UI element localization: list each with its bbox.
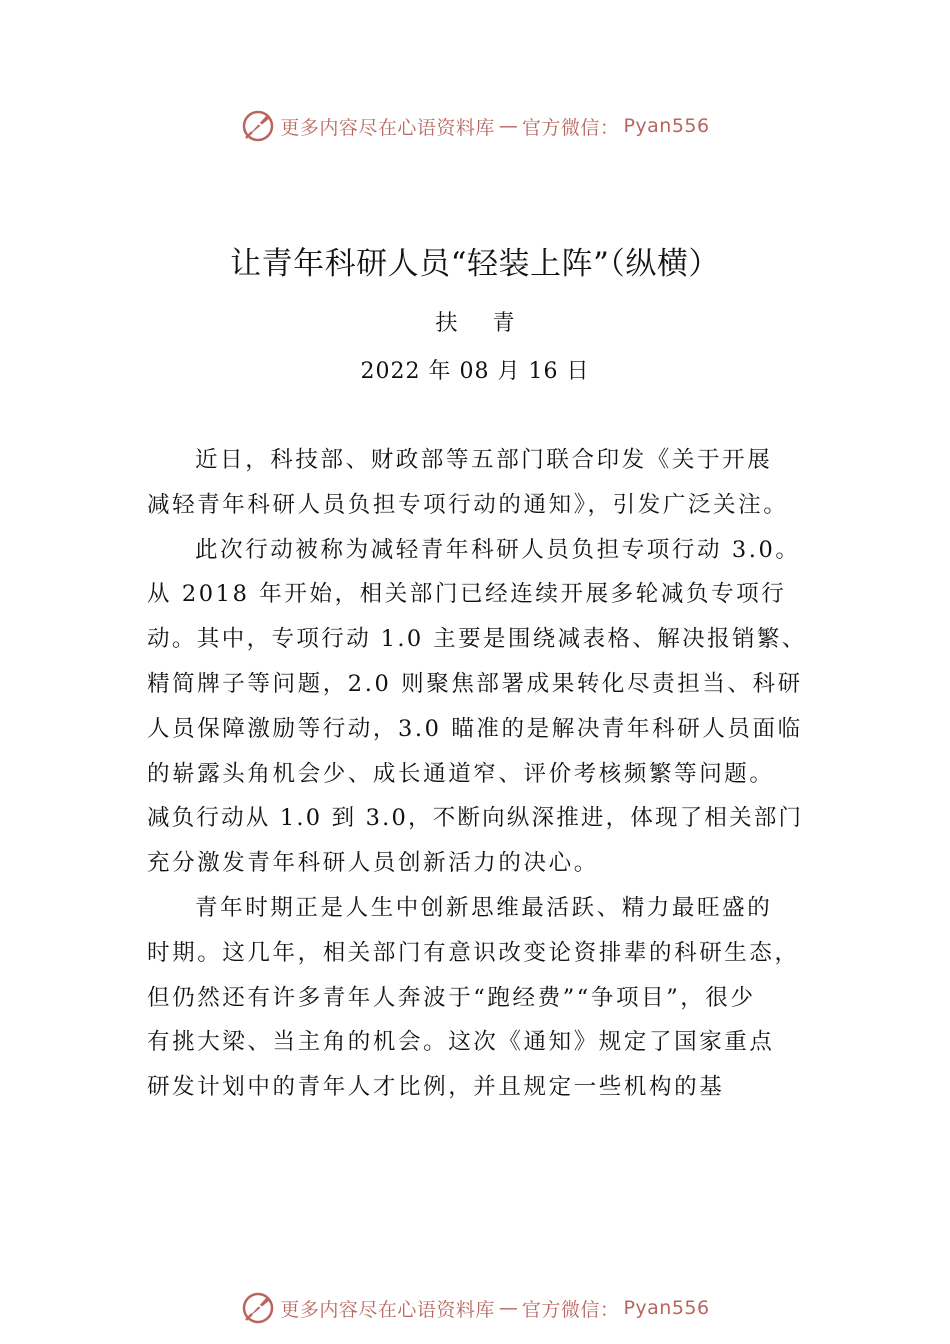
banner-content	[240, 108, 709, 144]
banner-site-text: 更多内容尽在心语资料库	[280, 116, 495, 139]
body-line: 时期。这几年，相关部门有意识改变论资排辈的科研生态，	[147, 939, 800, 966]
body-line: 研发计划中的青年人才比例，并且规定一些机构的基	[147, 1074, 725, 1101]
banner-site-text: 更多内容尽在心语资料库	[280, 1298, 495, 1321]
body-line: 减负行动从 1.0 到 3.0，不断向纵深推进，体现了相关部门	[147, 805, 804, 832]
banner-wechat-label: 官方微信：	[521, 116, 620, 139]
body-line: 近日，科技部、财政部等五部门联合印发《关于开展	[195, 447, 773, 473]
body-line: 有挑大梁、当主角的机会。这次《通知》规定了国家重点	[147, 1029, 775, 1056]
quill-pen-logo-icon	[240, 1290, 276, 1326]
banner-wechat-label: 官方微信：	[521, 1298, 620, 1321]
body-line: 动。其中，专项行动 1.0 主要是围绕减表格、解决报销繁、	[147, 626, 807, 653]
body-line: 减轻青年科研人员负担专项行动的通知》，引发广泛关注。	[147, 491, 789, 518]
article-date: 2022 年 08 月 16 日	[360, 359, 590, 384]
banner-dash: —	[498, 1297, 518, 1319]
banner-content	[240, 1290, 709, 1326]
article-title: 让青年科研人员“轻装上阵”（纵横）	[230, 246, 720, 282]
footer-banner	[0, 1288, 950, 1328]
article-author: 扶 青	[435, 311, 529, 336]
header-banner	[0, 106, 950, 146]
body-line: 但仍然还有许多青年人奔波于“跑经费”“争项目”，很少	[147, 984, 756, 1011]
body-line: 此次行动被称为减轻青年科研人员负担专项行动 3.0。	[195, 536, 801, 563]
body-line: 从 2018 年开始，相关部门已经连续开展多轮减负专项行	[147, 581, 787, 608]
banner-wechat-id: Pyan556	[623, 1297, 710, 1319]
body-line: 人员保障激励等行动，3.0 瞄准的是解决青年科研人员面临	[147, 715, 803, 742]
quill-pen-logo-icon	[240, 108, 276, 144]
banner-wechat-id: Pyan556	[623, 115, 710, 137]
body-line: 充分激发青年科研人员创新活力的决心。	[147, 850, 599, 877]
banner-dash: —	[498, 115, 518, 137]
body-line: 青年时期正是人生中创新思维最活跃、精力最旺盛的	[195, 894, 773, 921]
body-line: 的崭露头角机会少、成长通道窄、评价考核频繁等问题。	[147, 760, 775, 787]
article-body	[147, 438, 807, 1110]
body-line: 精简牌子等问题，2.0 则聚焦部署成果转化尽责担当、科研	[147, 670, 803, 697]
